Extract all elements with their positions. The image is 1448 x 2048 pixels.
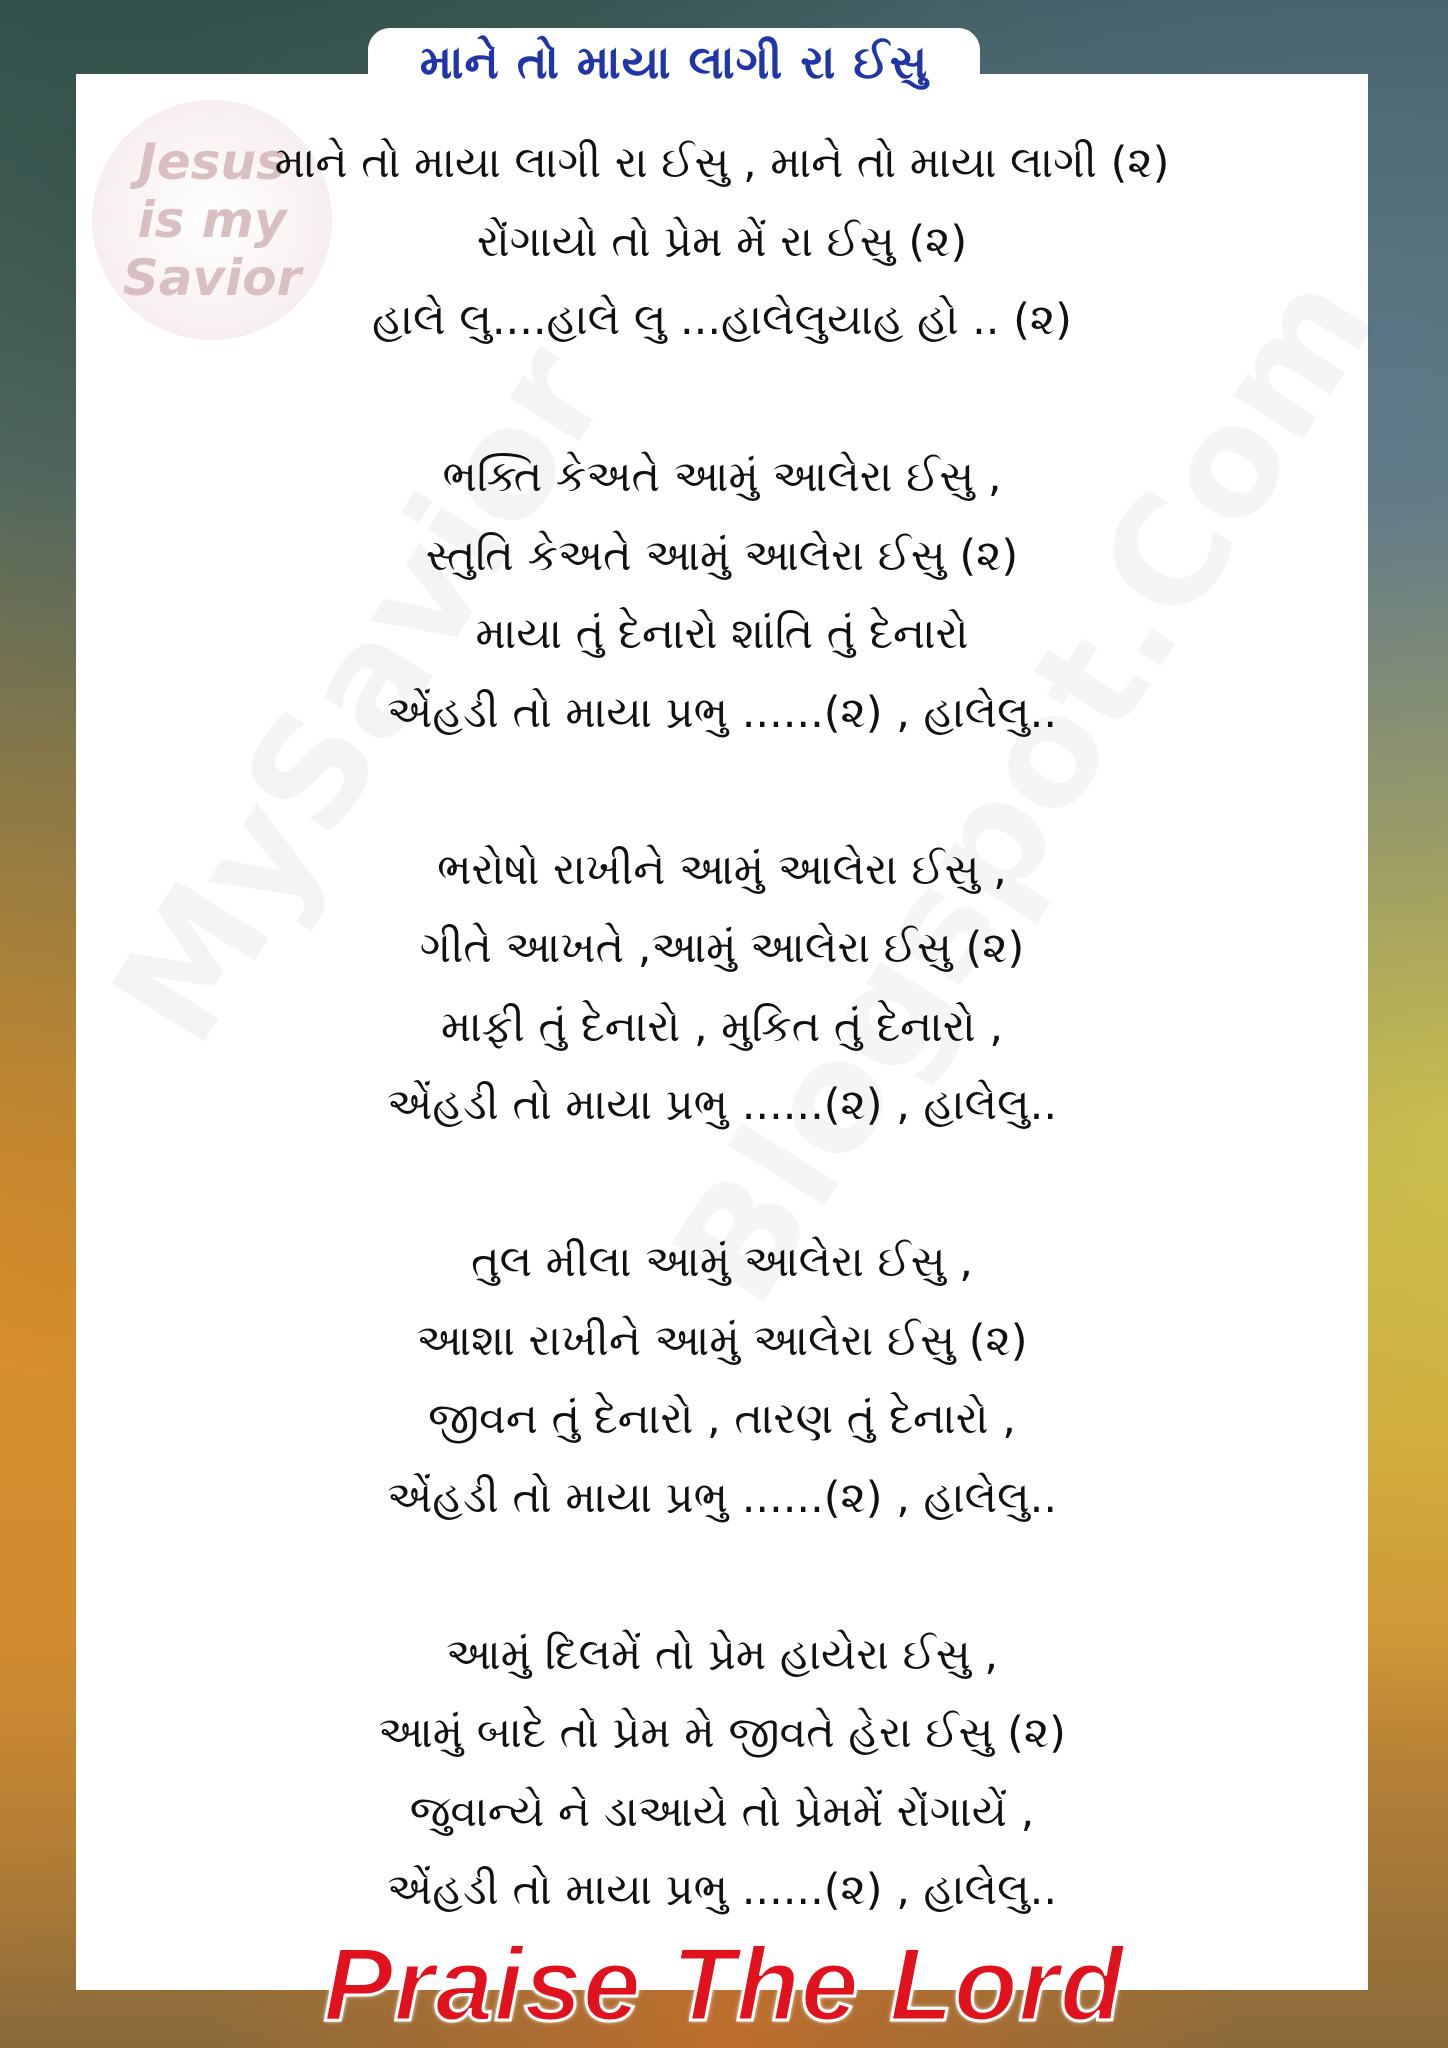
lyric-line: માફી તું દેનારો , મુકિત તું દેનારો , bbox=[440, 1001, 1004, 1052]
lyric-line: માયા તું દેનારો શાંતિ તું દેનારો bbox=[475, 609, 969, 659]
lyric-line: ભક્તિ કેઅતે આમું આલેરા ઈસુ , bbox=[442, 452, 1002, 502]
stanza-gap bbox=[76, 1537, 1368, 1616]
lyric-line: ભરોષો રાખીને આમું આલેરા ઈસુ , bbox=[437, 844, 1007, 895]
stanza-gap bbox=[76, 360, 1368, 439]
stanza-gap bbox=[76, 752, 1368, 831]
lyric-line: જીવન તું દેનારો , તારણ તું દેનારો , bbox=[428, 1394, 1016, 1444]
song-title: માને તો માયા લાગી રા ઈસુ bbox=[419, 35, 929, 89]
lyric-line: રોંગાયો તો પ્રેમ મેં રા ઈસુ (૨) bbox=[476, 216, 968, 267]
lyric-line: એંહડી તો માયા પ્રભુ ......(૨) , હાલેલુ.. bbox=[387, 1080, 1057, 1130]
logo-line-1: Jesus bbox=[138, 133, 286, 191]
lyric-line: એંહડી તો માયા પ્રભુ ......(૨) , હાલેલુ.. bbox=[387, 687, 1057, 738]
lyric-line: માને તો માયા લાગી રા ઈસુ , માને તો માયા લાગી (૨) bbox=[274, 138, 1170, 188]
lyric-line: એંહડી તો માયા પ્રભુ ......(૨) , હાલેલુ.. bbox=[387, 1472, 1057, 1523]
stanza-gap bbox=[76, 1145, 1368, 1224]
lyric-line: તુલ મીલા આમું આલેરા ઈસુ , bbox=[471, 1237, 973, 1287]
logo-line-3: Savior bbox=[122, 249, 302, 307]
lyric-line: એંહડી તો માયા પ્રભુ ......(૨) , હાલેલુ.. bbox=[387, 1865, 1057, 1915]
praise-the-lord-footer: Praise The Lord bbox=[323, 1927, 1125, 2043]
lyrics-body bbox=[76, 124, 1368, 1930]
title-banner bbox=[368, 28, 980, 98]
lyric-line: આમું દિલમેં તો પ્રેમ હાયેરા ઈસુ , bbox=[446, 1629, 998, 1680]
lyric-line: ગીતે આખતે ,આમું આલેરા ઈસુ (૨) bbox=[419, 923, 1025, 973]
lyric-line: જુવાન્યે ને ડાઆયે તો પ્રેમમેં રોંગાયેં , bbox=[409, 1786, 1035, 1837]
lyric-line: સ્તુતિ કેઅતે આમું આલેરા ઈસુ (૨) bbox=[425, 530, 1019, 581]
logo-line-2: is my bbox=[137, 191, 287, 249]
lyric-line: આશા રાખીને આમું આલેરા ઈસુ (૨) bbox=[416, 1315, 1028, 1366]
lyric-line: આમું બાદે તો પ્રેમ મે જીવતે હેરા ઈસુ (૨) bbox=[378, 1708, 1066, 1758]
lyric-line: હાલે લુ....હાલે લુ ...હાલેલુયાહ હો .. (૨) bbox=[372, 295, 1072, 345]
